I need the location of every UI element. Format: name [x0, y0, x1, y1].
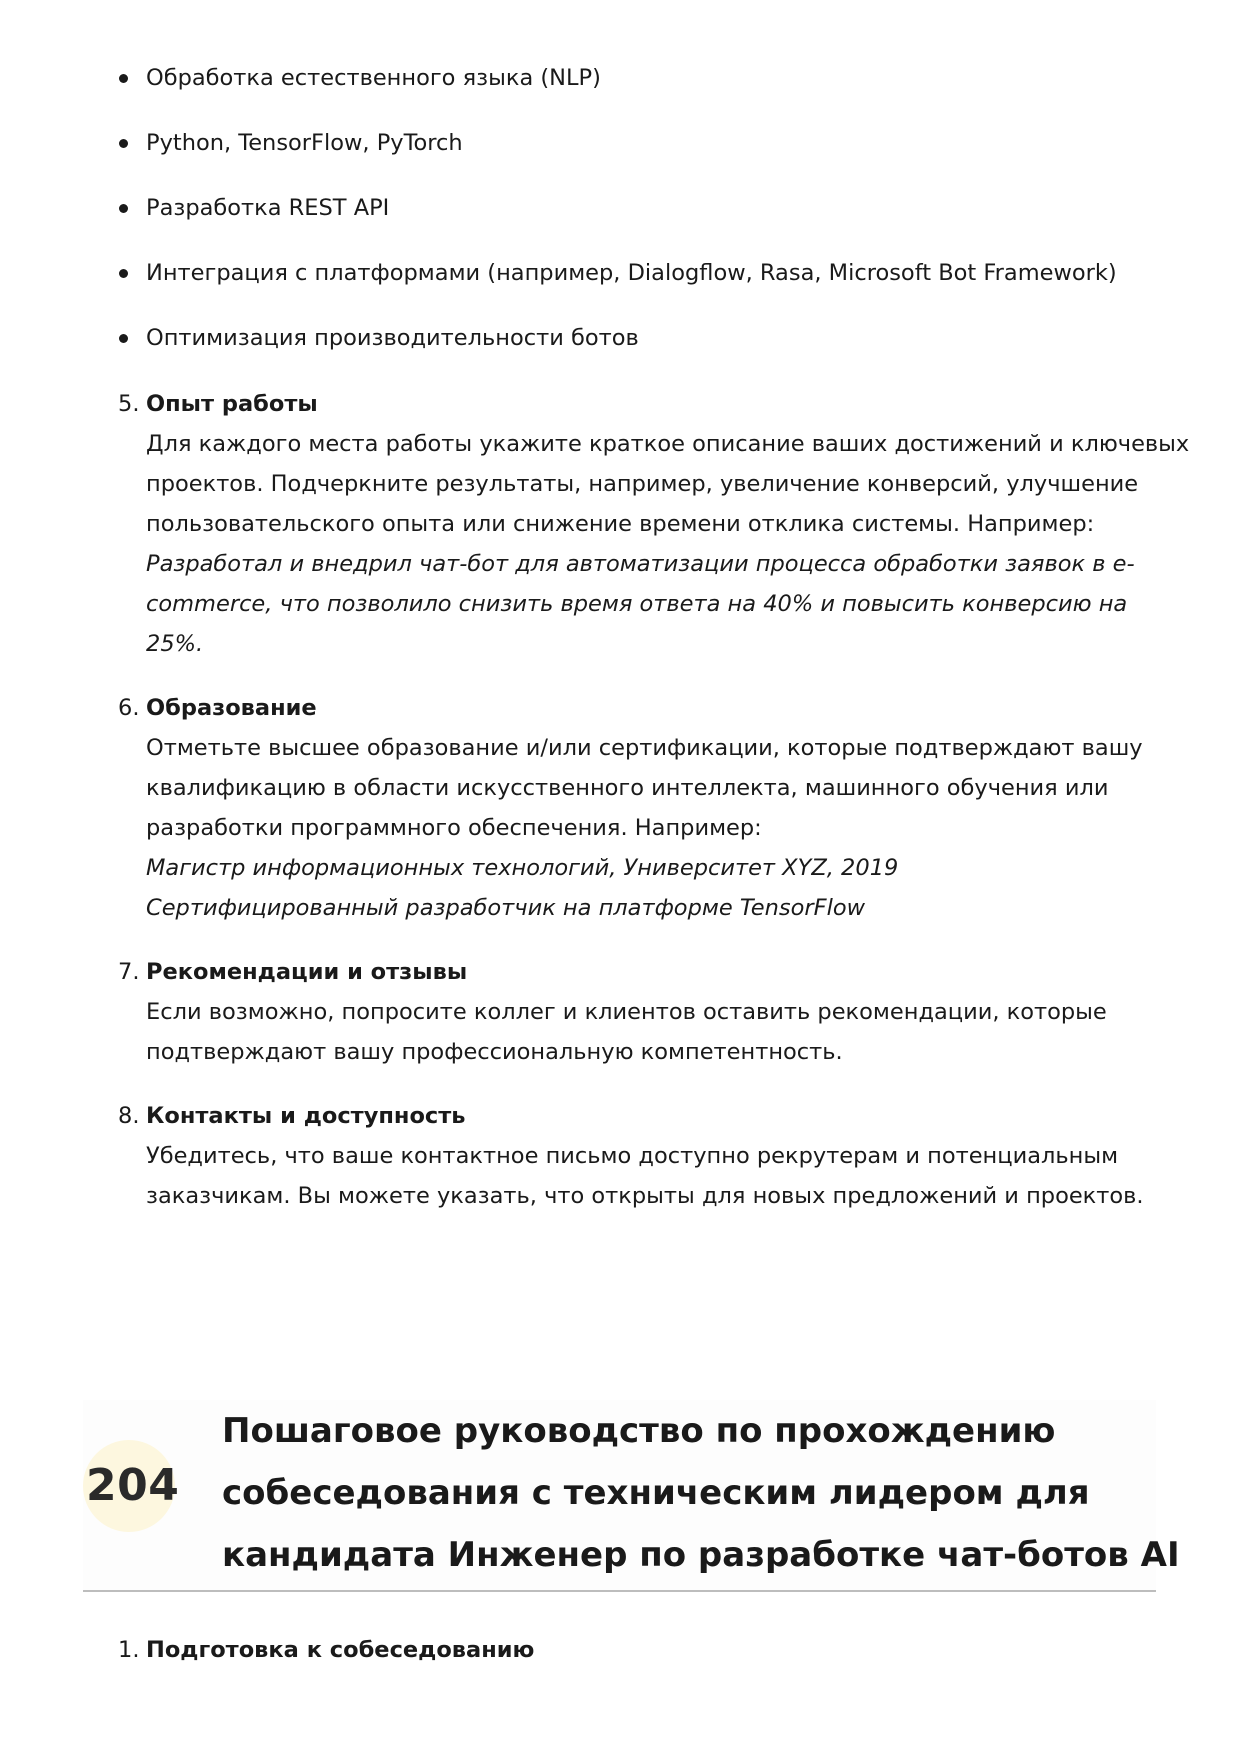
- chapter-title: [222, 1400, 1180, 1586]
- bullet-text: Python, TensorFlow, PyTorch: [146, 130, 463, 156]
- chapter-title-line: кандидата Инженер по разработке чат-ботов AI: [222, 1535, 1180, 1575]
- example-text-line: 25%.: [146, 631, 204, 657]
- bullet-text: Обработка естественного языка (NLP): [146, 65, 601, 91]
- section-heading: Образование: [146, 695, 317, 721]
- section-contacts: [118, 1096, 1156, 1216]
- section-heading: Рекомендации и отзывы: [146, 959, 468, 985]
- section-recommendations: [118, 952, 1156, 1072]
- bullet-item: [146, 322, 1146, 354]
- section-text-line: разработки программного обеспечения. Например:: [146, 815, 762, 841]
- chapter-header: [83, 1400, 1180, 1592]
- bullet-item: [146, 192, 1146, 224]
- example-text-line: commerce, что позволило снизить время ответа на 40% и повысить конверсию на: [146, 591, 1128, 617]
- section-text-line: Если возможно, попросите коллег и клиентов оставить рекомендации, которые: [146, 999, 1107, 1025]
- section-text-line: проектов. Подчеркните результаты, например, увеличение конверсий, улучшение: [146, 471, 1139, 497]
- bullet-dot: [119, 139, 128, 148]
- section-heading: Контакты и доступность: [146, 1103, 466, 1129]
- section-heading: Подготовка к собеседованию: [146, 1637, 535, 1663]
- bullet-dot: [119, 74, 128, 83]
- section-number: 6.: [118, 695, 140, 721]
- section-text-line: квалификацию в области искусственного интеллекта, машинного обучения или: [146, 775, 1109, 801]
- section-text-line: заказчикам. Вы можете указать, что открыты для новых предложений и проектов.: [146, 1183, 1144, 1209]
- bullet-item: [146, 62, 1146, 94]
- bullet-item: [146, 257, 1146, 289]
- section-heading: Опыт работы: [146, 391, 318, 417]
- section-number: 7.: [118, 959, 140, 985]
- skills-bullet-list: [146, 62, 1146, 387]
- section-text-line: Убедитесь, что ваше контактное письмо доступно рекрутерам и потенциальным: [146, 1143, 1119, 1169]
- bullet-item: [146, 127, 1146, 159]
- section-text-line: пользовательского опыта или снижение времени отклика системы. Например:: [146, 511, 1095, 537]
- bullet-text: Интеграция с платформами (например, Dialogflow, Rasa, Microsoft Bot Framework): [146, 260, 1117, 286]
- example-text-line: Сертифицированный разработчик на платформе TensorFlow: [146, 895, 865, 921]
- bullet-dot: [119, 334, 128, 343]
- section-work-experience: [118, 384, 1190, 664]
- section-interview-preparation: [118, 1630, 1156, 1670]
- example-text-line: Магистр информационных технологий, Университет XYZ, 2019: [146, 855, 899, 881]
- section-number: 1.: [118, 1637, 140, 1663]
- chapter-title-line: собеседования с техническим лидером для: [222, 1473, 1090, 1513]
- example-text-line: Разработал и внедрил чат-бот для автоматизации процесса обработки заявок в e-: [146, 551, 1135, 577]
- section-number: 5.: [118, 391, 140, 417]
- section-text-line: Отметьте высшее образование и/или сертификации, которые подтверждают вашу: [146, 735, 1143, 761]
- page-number: 204: [86, 1460, 180, 1511]
- bullet-text: Оптимизация производительности ботов: [146, 325, 639, 351]
- section-text-line: Для каждого места работы укажите краткое описание ваших достижений и ключевых: [146, 431, 1190, 457]
- section-number: 8.: [118, 1103, 140, 1129]
- bullet-dot: [119, 269, 128, 278]
- bullet-dot: [119, 204, 128, 213]
- bullet-text: Разработка REST API: [146, 195, 390, 221]
- section-text-line: подтверждают вашу профессиональную компетентность.: [146, 1039, 843, 1065]
- section-education: [118, 688, 1156, 928]
- chapter-title-line: Пошаговое руководство по прохождению: [222, 1411, 1056, 1451]
